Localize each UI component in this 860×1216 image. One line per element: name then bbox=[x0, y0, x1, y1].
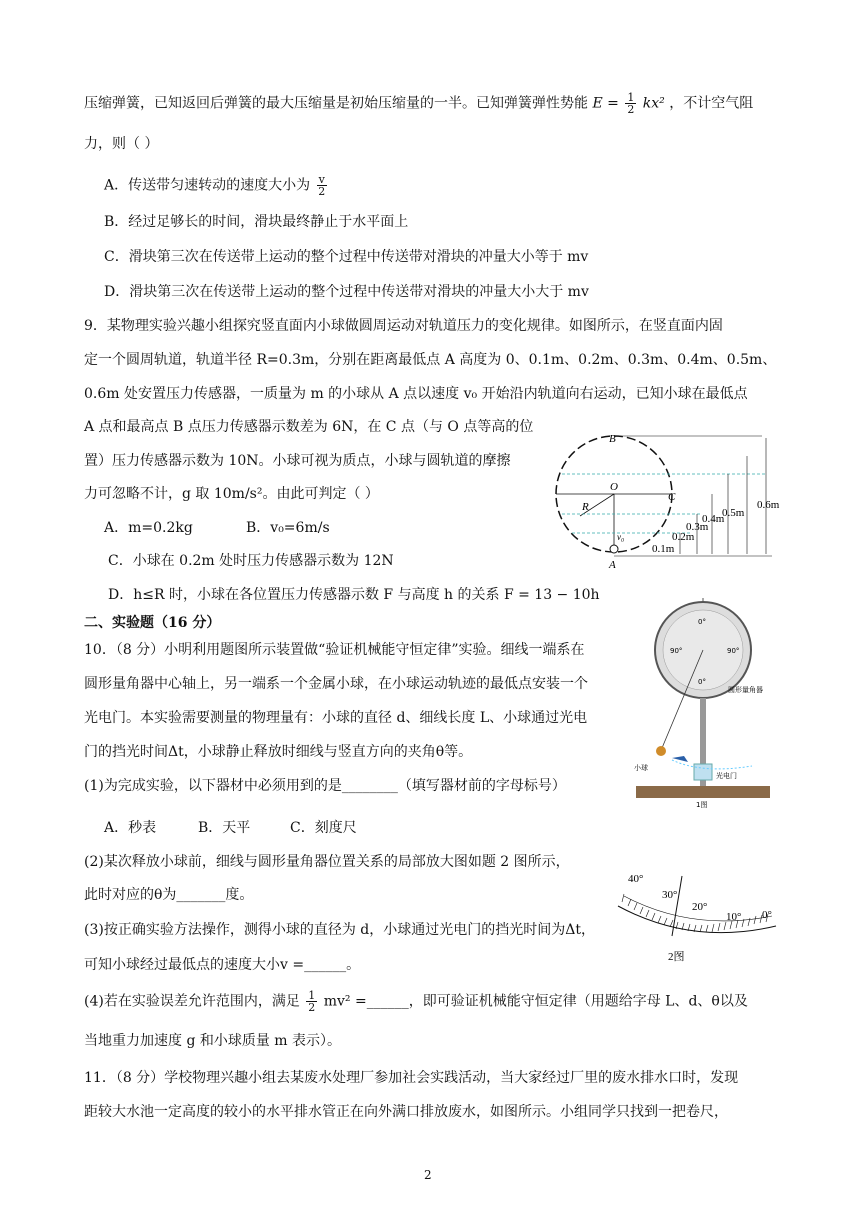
deg-label: 90° bbox=[670, 647, 683, 655]
label-o: O bbox=[610, 481, 618, 493]
metal-ball bbox=[656, 746, 666, 756]
q10-line: 10．（8 分）小明利用题图所示装置做“验证机械能守恒定律”实验。细线一端系在 bbox=[84, 642, 585, 658]
formula-rhs: kx² bbox=[642, 95, 665, 112]
text-line bbox=[84, 92, 753, 115]
q9-line: 置）压力传感器示数为 10N。小球可视为质点，小球与圆轨道的摩擦 bbox=[84, 453, 511, 469]
label-v0: v₀ bbox=[617, 532, 625, 542]
scale-ticks bbox=[622, 894, 768, 932]
page-number: 2 bbox=[424, 1168, 432, 1182]
numerator: 1 bbox=[627, 91, 635, 104]
ball-label: 小球 bbox=[634, 764, 648, 772]
text-span: 压缩弹簧，已知返回后弹簧的最大压缩量是初始压缩量的一半。已知弹簧弹性势能 bbox=[84, 95, 588, 112]
numerator: v bbox=[318, 173, 325, 186]
fraction bbox=[625, 92, 636, 115]
scale-label: 10° bbox=[726, 911, 742, 923]
label-h04: 0.4m bbox=[702, 513, 725, 525]
string-line bbox=[672, 876, 682, 936]
circle-track-figure bbox=[552, 432, 792, 570]
q10-option-b: B．天平 bbox=[198, 820, 251, 836]
label-h06: 0.6m bbox=[757, 499, 780, 511]
gate-label: 光电门 bbox=[716, 772, 737, 780]
section-heading: 二、实验题（16 分） bbox=[84, 615, 221, 631]
label-h02: 0.2m bbox=[672, 531, 695, 543]
denominator: 2 bbox=[308, 1001, 316, 1014]
label-a: A bbox=[609, 559, 616, 570]
formula-lhs: E = bbox=[592, 95, 619, 112]
option-b: B．经过足够长的时间，滑块最终静止于水平面上 bbox=[104, 214, 409, 230]
arrow-icon bbox=[672, 756, 688, 762]
q9-option-c: C．小球在 0.2m 处时压力传感器示数为 12N bbox=[108, 553, 394, 569]
label-h05: 0.5m bbox=[722, 507, 745, 519]
q9-line: 力可忽略不计，g 取 10m/s²。由此可判定（ ） bbox=[84, 486, 379, 502]
fraction bbox=[317, 174, 327, 197]
label-b: B bbox=[609, 433, 616, 445]
protractor-apparatus-figure bbox=[632, 598, 774, 808]
text-span: (4)若在实验误差允许范围内，满足 bbox=[84, 993, 300, 1010]
fig-caption: 1图 bbox=[696, 801, 708, 808]
q10-line: 当地重力加速度 g 和小球质量 m 表示）。 bbox=[84, 1033, 342, 1049]
label-r: R bbox=[582, 501, 589, 513]
q9-line: 定一个圆周轨道，轨道半径 R=0.3m，分别在距离最低点 A 高度为 0、0.1m、0.2m、0.3m、0.4m、0.5m、 bbox=[84, 352, 777, 368]
scale-label: 30° bbox=[662, 889, 678, 901]
q11-line: 距较大水池一定高度的较小的水平排水管正在向外满口排放废水，如图所示。小组同学只找到一把卷尺， bbox=[84, 1104, 728, 1120]
scale-label: 20° bbox=[692, 901, 708, 913]
q10-option-a: A．秒表 bbox=[104, 820, 157, 836]
denominator: 2 bbox=[627, 103, 635, 116]
q10-line: 光电门。本实验需要测量的物理量有：小球的直径 d、细线长度 L、小球通过光电 bbox=[84, 710, 588, 726]
q10-line: 圆形量角器中心轴上，另一端系一个金属小球，在小球运动轨迹的最低点安装一个 bbox=[84, 676, 588, 692]
scale-label: 40° bbox=[628, 873, 644, 885]
q10-line: 门的挡光时间Δt，小球静止释放时细线与竖直方向的夹角θ等。 bbox=[84, 744, 473, 760]
option-c: C．滑块第三次在传送带上运动的整个过程中传送带对滑块的冲量大小等于 mv bbox=[104, 249, 589, 265]
q9-line: 9．某物理实验兴趣小组探究竖直面内小球做圆周运动对轨道压力的变化规律。如图所示，在竖直面内固 bbox=[84, 318, 723, 334]
label-h03: 0.3m bbox=[686, 521, 709, 533]
q9-line: A 点和最高点 B 点压力传感器示数差为 6N，在 C 点（与 O 点等高的位 bbox=[84, 419, 534, 435]
q10-line: (3)按正确实验方法操作，测得小球的直径为 d，小球通过光电门的挡光时间为Δt， bbox=[84, 922, 595, 938]
text-span: mv² =______，即可验证机械能守恒定律（用题给字母 L、d、θ以及 bbox=[323, 993, 748, 1010]
q11-line: 11．（8 分）学校物理兴趣小组去某废水处理厂参加社会实践活动，当大家经过厂里的废水排水口时，发现 bbox=[84, 1070, 739, 1086]
q10-line: 此时对应的θ为_______度。 bbox=[84, 887, 254, 903]
q10-line bbox=[84, 990, 748, 1013]
option-d: D．滑块第三次在传送带上运动的整个过程中传送带对滑块的冲量大小大于 mv bbox=[104, 284, 589, 300]
fraction bbox=[306, 990, 317, 1013]
deg-label: 0° bbox=[698, 618, 706, 626]
q9-line: 0.6m 处安置压力传感器，一质量为 m 的小球从 A 点以速度 v₀ 开始沿内轨道向右运动，已知小球在最低点 bbox=[84, 386, 748, 402]
option-a bbox=[104, 174, 329, 197]
q9-option-b: B．v₀=6m/s bbox=[246, 520, 330, 536]
q10-line: (1)为完成实验，以下器材中必须用到的是________（填写器材前的字母标号） bbox=[84, 778, 566, 794]
q10-line: (2)某次释放小球前，细线与圆形量角器位置关系的局部放大图如题 2 图所示， bbox=[84, 854, 570, 870]
protractor-label: 圆形量角器 bbox=[728, 686, 763, 694]
label-h01: 0.1m bbox=[652, 543, 675, 555]
q9-option-d: D．h≤R 时，小球在各位置压力传感器示数 F 与高度 h 的关系 F = 13 − 10h bbox=[108, 587, 600, 603]
denominator: 2 bbox=[318, 185, 326, 198]
text-line: 力，则（ ） bbox=[84, 136, 159, 152]
label-c: C bbox=[668, 491, 676, 503]
numerator: 1 bbox=[308, 989, 316, 1002]
fig-caption: 2图 bbox=[668, 951, 685, 963]
text-span: A．传送带匀速转动的速度大小为 bbox=[104, 177, 311, 194]
text-span: ，不计空气阻 bbox=[669, 95, 754, 112]
q10-line: 可知小球经过最低点的速度大小v =______。 bbox=[84, 957, 361, 973]
ball bbox=[610, 545, 618, 553]
q9-option-a: A．m=0.2kg bbox=[104, 520, 193, 536]
scale-label: 0° bbox=[762, 909, 772, 921]
angle-scale-figure bbox=[612, 866, 782, 964]
q10-option-c: C．刻度尺 bbox=[290, 820, 357, 836]
deg-label: 0° bbox=[698, 678, 706, 686]
photogate bbox=[694, 764, 712, 780]
deg-label: 90° bbox=[727, 647, 740, 655]
base-plate bbox=[636, 786, 770, 798]
